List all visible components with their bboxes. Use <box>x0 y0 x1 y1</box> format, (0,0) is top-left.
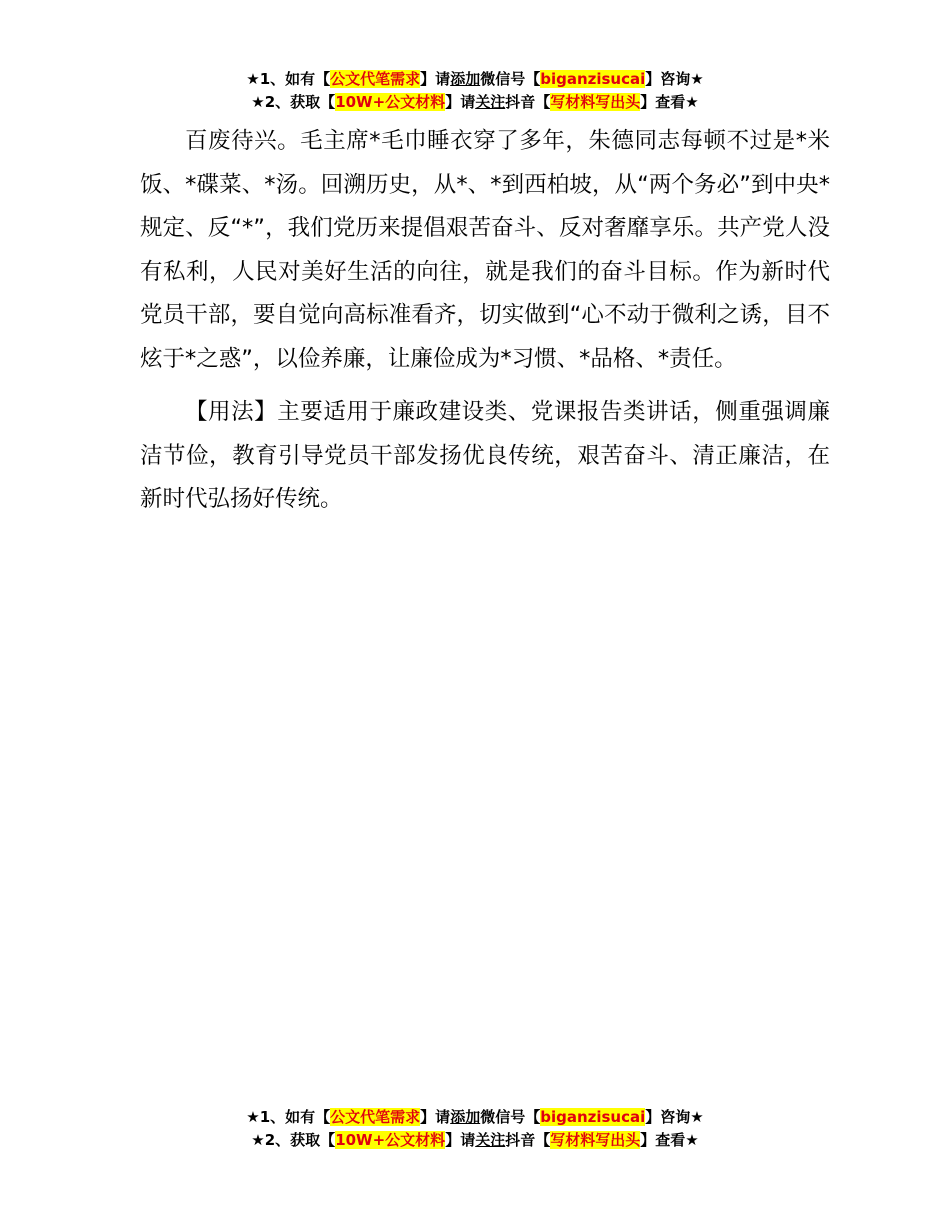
header-banner <box>0 68 950 114</box>
highlight-douyin-account: 写材料写出头 <box>550 1131 641 1149</box>
banner-line-2: ★2、获取【10W+公文材料】请关注抖音【写材料写出头】查看★ <box>251 93 699 111</box>
highlight-service: 公文代笔需求 <box>330 1108 421 1126</box>
highlight-wechat-id: biganzisucai <box>540 70 646 88</box>
footer-banner <box>0 1106 950 1152</box>
document-body <box>140 120 830 532</box>
highlight-materials: 10W+公文材料 <box>335 1131 446 1149</box>
highlight-materials: 10W+公文材料 <box>335 93 446 111</box>
paragraph-usage: 【用法】主要适用于廉政建设类、党课报告类讲话，侧重强调廉洁节俭，教育引导党员干部发扬优良传统，艰苦奋斗、清正廉洁，在新时代弘扬好传统。 <box>140 399 830 512</box>
footer-line-2: ★2、获取【10W+公文材料】请关注抖音【写材料写出头】查看★ <box>251 1131 699 1149</box>
highlight-douyin-account: 写材料写出头 <box>550 93 641 111</box>
footer-line-1: ★1、如有【公文代笔需求】请添加微信号【biganzisucai】咨询★ <box>246 1108 704 1126</box>
highlight-wechat-id: biganzisucai <box>540 1108 646 1126</box>
paragraph-history: 百废待兴。毛主席*毛巾睡衣穿了多年，朱德同志每顿不过是*米饭、*碟菜、*汤。回溯历史，从*、*到西柏坡，从“两个务必”到中央*规定、反“*”，我们党历来提倡艰苦奋斗、反对奢靡享乐。共产党人没有私利，人民对美好生活的向往，就是我们的奋斗目标。作为新时代党员干部，要自觉向高标准看齐，切实做到“心不动于微利之诱，目不炫于*之惑”，以俭养廉，让廉俭成为*习惯、*品格、*责任。 <box>140 128 830 372</box>
highlight-service: 公文代笔需求 <box>330 70 421 88</box>
banner-line-1: ★1、如有【公文代笔需求】请添加微信号【biganzisucai】咨询★ <box>246 70 704 88</box>
